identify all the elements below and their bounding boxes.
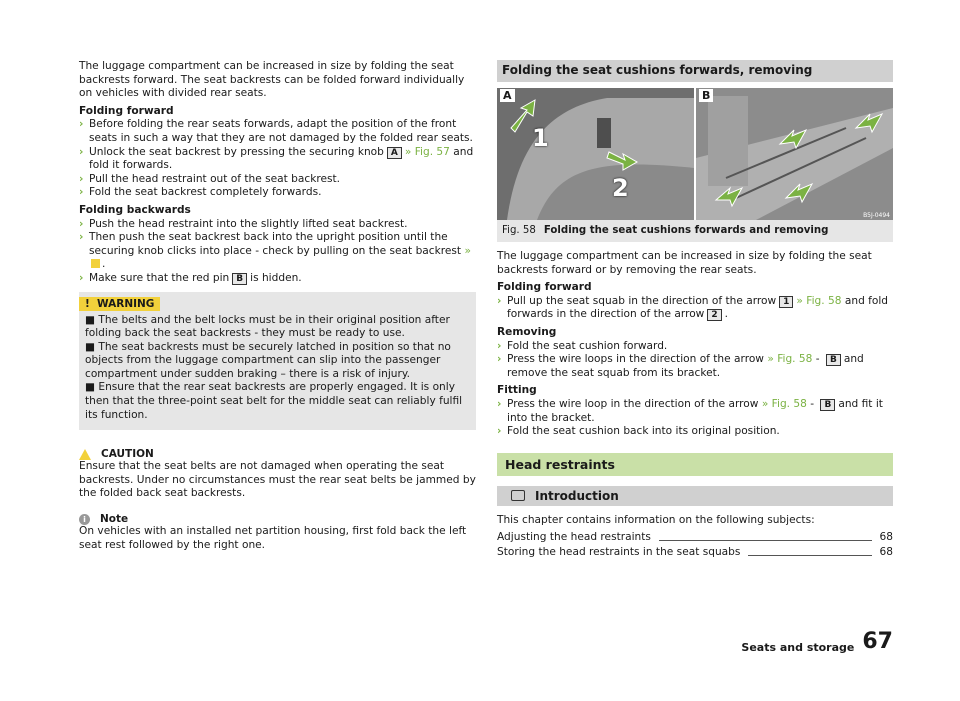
warning-link[interactable]: »: [464, 244, 471, 257]
section-title: Folding the seat cushions forwards, removing: [497, 60, 893, 82]
key-label: B: [232, 273, 247, 285]
step: › Then push the seat backrest back into the upright position until the securing knob clicks into place - check by pulling on the seat backrest ».: [79, 231, 471, 271]
note-heading: i Note: [79, 513, 476, 525]
caution-triangle-icon: [79, 449, 91, 460]
caution-text: Ensure that the seat belts are not damaged when operating the seat backrests. Under no circumstances must the rear seat belts be jammed by the folded back seat backrests.: [79, 460, 476, 500]
page-footer: [740, 629, 893, 654]
warning-item: ■ The belts and the belt locks must be in their original position after folding back the seat backrests - they must be ready to use.: [85, 313, 450, 340]
fig-link[interactable]: » Fig. 58: [767, 353, 813, 366]
note-text: On vehicles with an installed net partition housing, first fold back the left seat rest followed by the right one.: [79, 525, 467, 551]
step: › Make sure that the red pin B is hidden.: [79, 271, 302, 284]
step: › Press the wire loops in the direction of the arrow » Fig. 58 - B and remove the seat squab from its bracket.: [497, 353, 864, 379]
caution-heading: CAUTION: [79, 448, 476, 460]
step: › Before folding the rear seats forwards, adapt the position of the front seats in such a way that they are not damaged by the folded rear seats.: [79, 118, 473, 144]
warning-box: [79, 292, 476, 431]
figure-a-image: [497, 88, 694, 220]
introduction-heading: Introduction: [497, 486, 893, 506]
fig-link[interactable]: » Fig. 58: [761, 397, 807, 410]
figure-code: B5J-0494: [863, 212, 890, 219]
arrow-label-1: 1: [532, 124, 549, 152]
step: › Press the wire loop in the direction of the arrow » Fig. 58 - B and fit it into the bracket.: [497, 397, 883, 424]
figure-58: [497, 88, 893, 220]
seat-illustration-b: [696, 88, 893, 220]
step: › Pull the head restraint out of the seat backrest.: [79, 172, 341, 185]
fig-link[interactable]: » Fig. 57: [404, 145, 450, 158]
left-column: [79, 60, 476, 552]
warning-item: ■ The seat backrests must be securely latched in position so that no objects from the luggage compartment can slip into the passenger compartment under sudden braking – there is a risk of injury.: [85, 340, 451, 380]
folding-forward-heading: Folding forward: [79, 104, 174, 117]
footer-title: Seats and storage: [741, 641, 855, 654]
fitting-heading: Fitting: [497, 384, 537, 397]
key-label: B: [826, 354, 841, 366]
right-intro: The luggage compartment can be increased in size by folding the seat backrests forward or by removing the rear seats.: [497, 250, 872, 276]
toc-item[interactable]: Adjusting the head restraints 68: [497, 531, 893, 544]
figure-number: Fig. 58: [502, 225, 536, 236]
step: › Pull up the seat squab in the direction of the arrow 1 » Fig. 58 and fold forwards in the direction of the arrow 2 .: [497, 294, 889, 321]
intro-text: This chapter contains information on the following subjects:: [497, 513, 815, 526]
key-label: 1: [779, 296, 793, 308]
warning-title: ! WARNING: [79, 297, 160, 311]
chapter-title: Head restraints: [497, 453, 893, 476]
figure-b-label: B: [699, 89, 713, 102]
warning-item: ■ Ensure that the rear seat backrests are properly engaged. It is only then that the three-point seat belt for the middle seat can reliably fulfil its function.: [85, 381, 463, 421]
folding-backwards-heading: Folding backwards: [79, 203, 191, 216]
step: › Fold the seat cushion back into its original position.: [497, 425, 780, 438]
removing-heading: Removing: [497, 325, 557, 338]
figure-a-label: A: [500, 89, 515, 102]
figure-caption: Fig. 58 Folding the seat cushions forwards and removing: [497, 220, 893, 242]
step: › Fold the seat cushion forward.: [497, 339, 668, 352]
arrow-label-2: 2: [612, 174, 629, 202]
page-number: 67: [862, 629, 893, 654]
right-column: [497, 60, 893, 560]
key-label: A: [387, 147, 402, 159]
seat-illustration-a: [497, 88, 694, 220]
book-icon: [511, 490, 525, 501]
step: › Unlock the seat backrest by pressing the securing knob A » Fig. 57 and fold it forwards.: [79, 145, 474, 172]
step: › Fold the seat backrest completely forwards.: [79, 186, 322, 199]
key-label: B: [820, 399, 835, 411]
info-icon: i: [79, 514, 90, 525]
figure-b-image: [696, 88, 893, 220]
step: › Push the head restraint into the slightly lifted seat backrest.: [79, 217, 408, 230]
fig-link[interactable]: » Fig. 58: [796, 294, 842, 307]
key-label: 2: [707, 309, 721, 321]
warning-marker-icon: [91, 259, 100, 268]
intro-paragraph: The luggage compartment can be increased in size by folding the seat backrests forward. The seat backrests can be folded forward individually on vehicles with divided rear seats.: [79, 60, 465, 100]
toc-item[interactable]: Storing the head restraints in the seat squabs 68: [497, 546, 893, 559]
folding-forward-heading-2: Folding forward: [497, 281, 592, 294]
